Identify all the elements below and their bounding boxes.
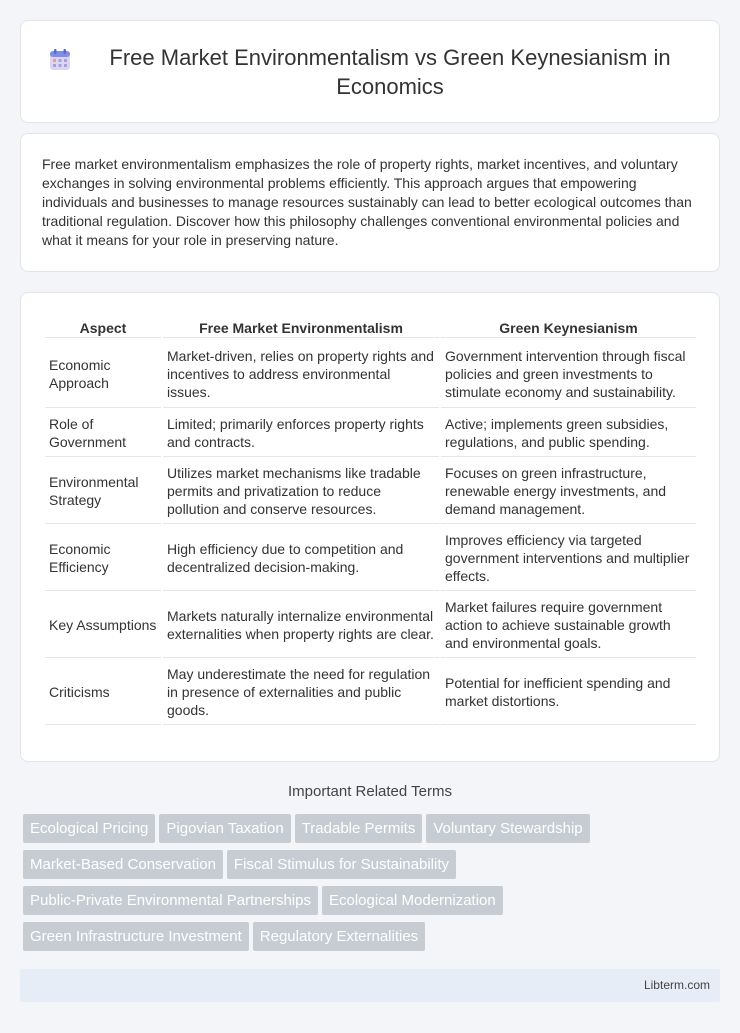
related-term-chip[interactable]: Public-Private Environmental Partnerships [23, 886, 318, 915]
table-header-row [45, 318, 696, 338]
related-term-chip[interactable]: Fiscal Stimulus for Sustainability [227, 850, 456, 879]
table-row [45, 660, 696, 725]
row-free-market: Market-driven, relies on property rights and incentives to address environmental issues. [163, 340, 439, 408]
table-row [45, 593, 696, 658]
row-free-market: Markets naturally internalize environmental externalities when property rights are clear. [163, 593, 439, 658]
row-aspect: Economic Efficiency [45, 526, 161, 591]
row-aspect: Role of Government [45, 410, 161, 457]
row-aspect: Economic Approach [45, 340, 161, 408]
row-green-keynesianism: Improves efficiency via targeted government interventions and multiplier effects. [441, 526, 696, 591]
footer-bar [20, 969, 720, 1002]
row-free-market: May underestimate the need for regulation in presence of externalities and public goods. [163, 660, 439, 725]
row-green-keynesianism: Potential for inefficient spending and market distortions. [441, 660, 696, 725]
intro-paragraph: Free market environmentalism emphasizes the role of property rights, market incentives, and voluntary exchanges in solving environmental problems efficiently. This approach argues that empowering individuals and businesses to manage resources sustainably can lead to better ecological outcomes than traditional regulation. Discover how this philosophy challenges conventional environmental policies and what it means for your role in preserving nature. [42, 156, 692, 248]
row-green-keynesianism: Active; implements green subsidies, regulations, and public spending. [441, 410, 696, 457]
table-row [45, 459, 696, 524]
related-term-chip[interactable]: Ecological Modernization [322, 886, 503, 915]
page-title: Free Market Environmentalism vs Green Keynesianism in Economics [109, 45, 671, 99]
header-aspect: Aspect [45, 318, 161, 338]
row-green-keynesianism: Market failures require government action to achieve sustainable growth and environmental goals. [441, 593, 696, 658]
table-row [45, 410, 696, 457]
title-card [20, 20, 720, 123]
related-terms-list [23, 814, 723, 958]
comparison-table-card [20, 292, 720, 762]
related-term-chip[interactable]: Pigovian Taxation [159, 814, 290, 843]
related-terms-heading: Important Related Terms [288, 783, 452, 800]
row-green-keynesianism: Focuses on green infrastructure, renewable energy investments, and demand management. [441, 459, 696, 524]
table-row [45, 340, 696, 408]
row-aspect: Key Assumptions [45, 593, 161, 658]
related-term-chip[interactable]: Ecological Pricing [23, 814, 155, 843]
related-term-chip[interactable]: Green Infrastructure Investment [23, 922, 249, 951]
footer-site-link[interactable]: Libterm.com [643, 978, 710, 992]
row-free-market: Utilizes market mechanisms like tradable permits and privatization to reduce pollution and conserve resources. [163, 459, 439, 524]
comparison-table [43, 316, 698, 727]
table-row [45, 526, 696, 591]
related-term-chip[interactable]: Market-Based Conservation [23, 850, 223, 879]
related-term-chip[interactable]: Tradable Permits [295, 814, 423, 843]
row-free-market: Limited; primarily enforces property rights and contracts. [163, 410, 439, 457]
related-term-chip[interactable]: Regulatory Externalities [253, 922, 425, 951]
row-free-market: High efficiency due to competition and decentralized decision-making. [163, 526, 439, 591]
row-aspect: Environmental Strategy [45, 459, 161, 524]
header-free-market: Free Market Environmentalism [163, 318, 439, 338]
row-green-keynesianism: Government intervention through fiscal policies and green investments to stimulate economy and sustainability. [441, 340, 696, 408]
related-term-chip[interactable]: Voluntary Stewardship [426, 814, 589, 843]
intro-card [20, 133, 720, 272]
row-aspect: Criticisms [45, 660, 161, 725]
header-green-keynesianism: Green Keynesianism [441, 318, 696, 338]
